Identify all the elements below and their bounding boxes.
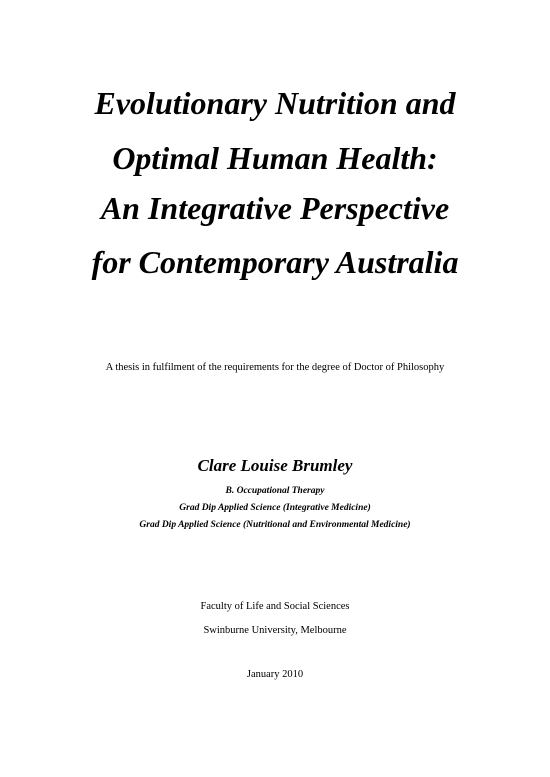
title-line-3: An Integrative Perspective [100,190,450,226]
degree-statement: A thesis in fulfilment of the requirements for the degree of Doctor of Philosophy [105,362,445,373]
qualification-3: Grad Dip Applied Science (Nutritional and Environmental Medicine) [139,520,411,530]
qualification-2: Grad Dip Applied Science (Integrative Medicine) [179,503,371,513]
faculty: Faculty of Life and Social Sciences [200,601,350,612]
university: Swinburne University, Melbourne [203,625,347,636]
author-name: Clare Louise Brumley [197,456,353,475]
qualification-1: B. Occupational Therapy [225,486,325,496]
title-line-1: Evolutionary Nutrition and [94,85,456,121]
submission-date: January 2010 [246,669,304,680]
title-line-4: for Contemporary Australia [91,244,459,280]
title-line-2: Optimal Human Health: [112,140,438,176]
